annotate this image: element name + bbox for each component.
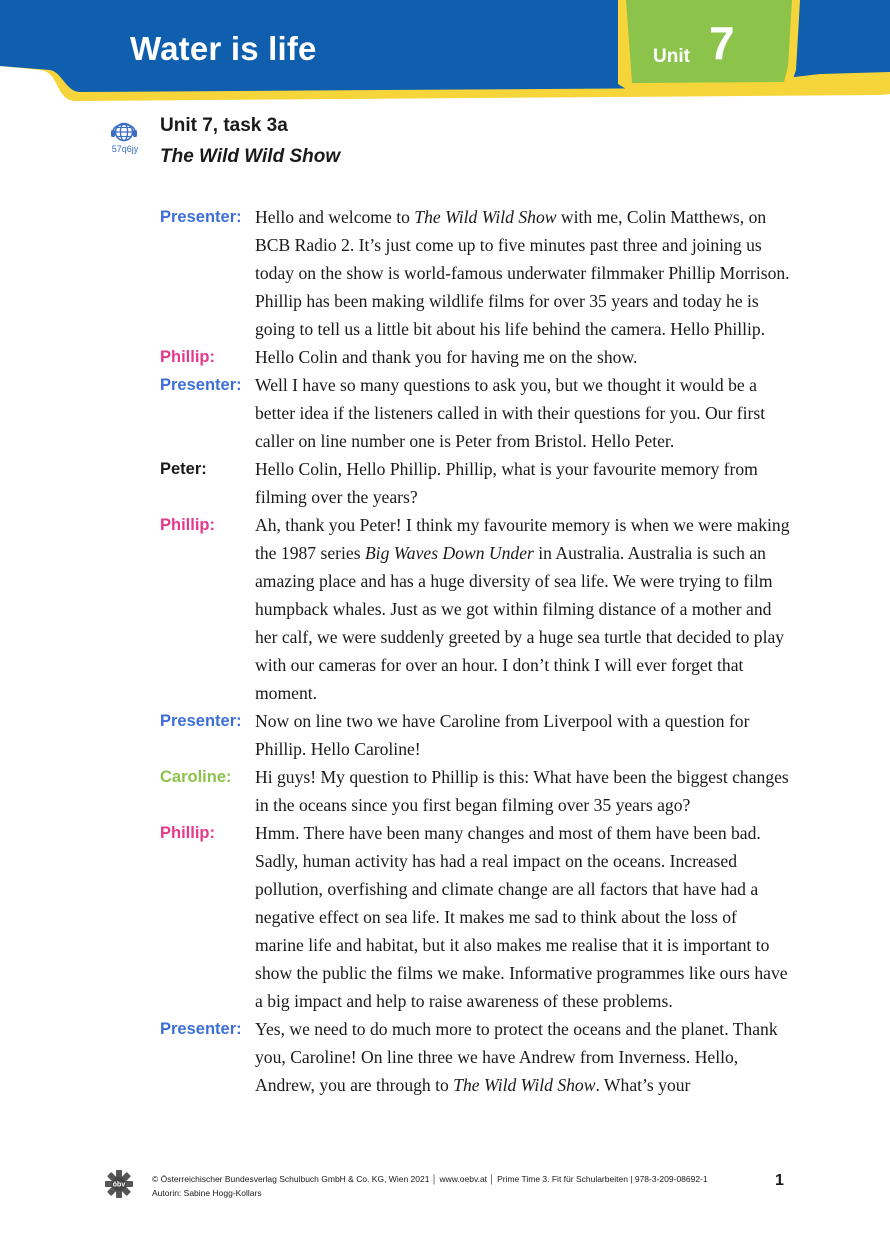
speech-text: Ah, thank you Peter! I think my favourite memory is when we were making the 1987 series Big Waves Down Under in Australia. Australia is such an amazing place and has a huge diversity of sea life. We were trying to film humpback whales. Just as we got within filming distance of a mother and her calf, we were suddenly greeted by a huge sea turtle that decided to play with our cameras for over an hour. I don’t think I will ever forget that moment. <box>255 515 790 703</box>
dialogue-turn <box>160 1015 800 1099</box>
task-subtitle: The Wild Wild Show <box>160 146 341 167</box>
dialogue-turn <box>160 371 800 455</box>
speaker-label: Phillip: <box>160 348 215 366</box>
dialogue-turn <box>160 763 800 819</box>
logo-text: öbv <box>112 1181 126 1189</box>
speech-text: Hi guys! My question to Phillip is this: What have been the biggest changes in the oceans since you first began filming over 35 years ago? <box>255 767 789 815</box>
speech-text: Hello Colin, Hello Phillip. Phillip, what is your favourite memory from filming over the years? <box>255 459 758 507</box>
dialogue-transcript <box>160 203 800 1099</box>
series-title: Big Waves Down Under <box>364 543 534 563</box>
speaker-label: Presenter: <box>160 1020 242 1038</box>
show-title: The Wild Wild Show <box>453 1075 596 1095</box>
footer-copyright: © Österreichischer Bundesverlag Schulbuch GmbH & Co. KG, Wien 2021 │ www.oebv.at │ Prime Time 3. Fit für Schularbeiten | 978-3-209-08692-1 <box>152 1174 708 1184</box>
speech-text: Well I have so many questions to ask you, but we thought it would be a better idea if the listeners called in with their questions for you. Our first caller on line number one is Peter from Bristol. Hello Peter. <box>255 375 766 451</box>
unit-label: Unit <box>653 46 690 67</box>
header-banner <box>0 0 890 110</box>
show-title: The Wild Wild Show <box>414 207 557 227</box>
page-number: 1 <box>775 1172 784 1189</box>
globe-headphones-icon[interactable] <box>109 118 139 144</box>
dialogue-turn <box>160 455 800 511</box>
unit-number: 7 <box>709 17 735 69</box>
speaker-label: Phillip: <box>160 824 215 842</box>
chapter-title: Water is life <box>130 30 317 67</box>
speech-text: Now on line two we have Caroline from Liverpool with a question for Phillip. Hello Caroline! <box>255 711 750 759</box>
speaker-label: Presenter: <box>160 376 242 394</box>
footer-author: Autorin: Sabine Hogg-Kollars <box>152 1188 262 1198</box>
speech-text: Hello Colin and thank you for having me on the show. <box>255 347 638 367</box>
speaker-label: Phillip: <box>160 516 215 534</box>
dialogue-turn <box>160 511 800 707</box>
audio-code[interactable]: 57q6jy <box>111 144 139 154</box>
speech-text: Yes, we need to do much more to protect the oceans and the planet. Thank you, Caroline! On line three we have Andrew from Inverness. Hello, Andrew, you are through to The Wild Wild Show. What’s your <box>255 1019 778 1095</box>
task-title: Unit 7, task 3a <box>160 115 288 136</box>
dialogue-turn <box>160 707 800 763</box>
speaker-label: Presenter: <box>160 712 242 730</box>
oebv-logo <box>105 1170 133 1198</box>
dialogue-turn <box>160 819 800 1015</box>
speech-text: Hmm. There have been many changes and most of them have been bad. Sadly, human activity has had a real impact on the oceans. Increased pollution, overfishing and climate change are all factors that have had a negative effect on sea life. It makes me sad to think about the loss of marine life and habitat, but it also makes me realise that it is important to show the public the films we make. Informative programmes like ours have a big impact and help to raise awareness of these problems. <box>255 823 788 1011</box>
dialogue-turn <box>160 343 800 371</box>
speaker-label: Peter: <box>160 460 207 478</box>
speaker-label: Caroline: <box>160 768 232 786</box>
dialogue-turn <box>160 203 800 343</box>
speaker-label: Presenter: <box>160 208 242 226</box>
speech-text: Hello and welcome to The Wild Wild Show with me, Colin Matthews, on BCB Radio 2. It’s just come up to five minutes past three and joining us today on the show is world-famous underwater filmmaker Phillip Morrison. Phillip has been making wildlife films for over 35 years and today he is going to tell us a little bit about his life behind the camera. Hello Phillip. <box>255 207 790 339</box>
